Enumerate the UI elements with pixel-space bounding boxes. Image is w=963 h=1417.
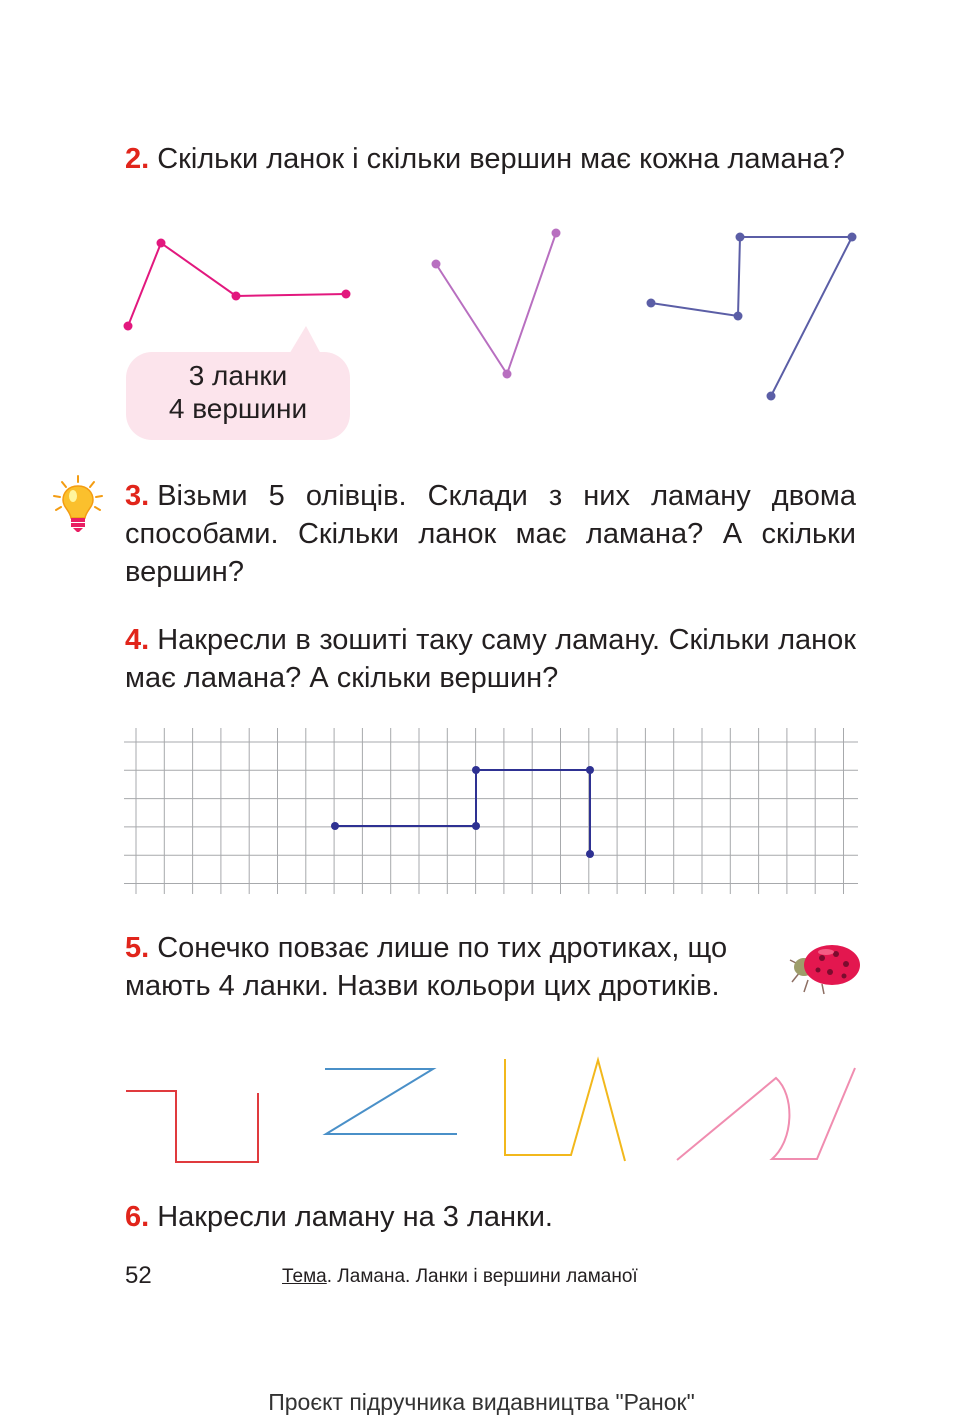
- page-number: 52: [125, 1262, 152, 1289]
- task-5-text: Сонечко повзає лише по тих дротиках, що мають 4 ланки. Назви кольори цих дротиків.: [125, 932, 728, 1002]
- wire-yellow: [505, 1059, 625, 1161]
- wire-blue: [325, 1069, 457, 1134]
- task-5-number: 5.: [125, 932, 150, 964]
- topic-label: Тема: [282, 1266, 327, 1287]
- task-4-text: Накресли в зошиті таку саму ламану. Скільки ланок має ламана? А скільки вершин?: [125, 624, 856, 694]
- topic-text: . Ламана. Ланки і вершини ламаної: [326, 1266, 638, 1287]
- task-6-number: 6.: [125, 1201, 150, 1233]
- footer-topic: [282, 1266, 638, 1288]
- task-2-number: 2.: [125, 143, 150, 175]
- task-6-text: Накресли ламану на 3 ланки.: [157, 1201, 553, 1233]
- bubble-line-1: 3 ланки: [188, 360, 288, 391]
- task-2-text: Скільки ланок і скільки вершин має кожна ламана?: [157, 143, 845, 175]
- wire-pink: [677, 1068, 855, 1160]
- task-4-number: 4.: [125, 624, 150, 656]
- task-3-number: 3.: [125, 480, 150, 512]
- wire-red: [126, 1091, 258, 1162]
- project-note: Проєкт підручника видавництва "Ранок": [268, 1389, 695, 1415]
- task-6: [125, 1198, 856, 1236]
- task-3-text: Візьми 5 олівців. Склади з них ламану двома способами. Скільки ланок має ламана? А скільки вершин?: [125, 480, 856, 588]
- bubble-line-2: 4 вершини: [168, 393, 308, 424]
